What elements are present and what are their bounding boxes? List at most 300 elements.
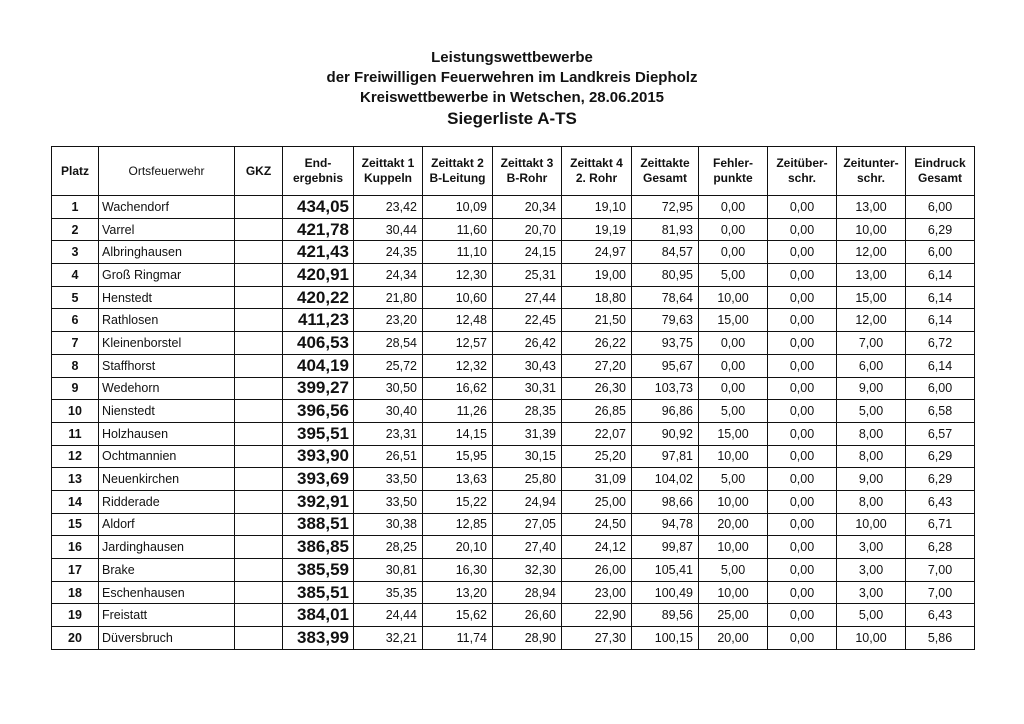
cell-fehlerpunkte: 15,00	[699, 422, 768, 445]
cell-zeittakt-1: 21,80	[354, 286, 423, 309]
cell-zeittakt-3: 30,15	[493, 445, 562, 468]
cell-ortsfeuerwehr: Ridderade	[99, 490, 235, 513]
cell-zeittakt-4: 24,12	[562, 536, 632, 559]
header-zeittakt-3: Zeittakt 3 B-Rohr	[493, 147, 562, 196]
cell-ortsfeuerwehr: Rathlosen	[99, 309, 235, 332]
cell-ortsfeuerwehr: Wachendorf	[99, 196, 235, 219]
cell-platz: 19	[52, 604, 99, 627]
cell-platz: 14	[52, 490, 99, 513]
cell-platz: 18	[52, 581, 99, 604]
cell-zeittakt-3: 24,15	[493, 241, 562, 264]
header-zeittakt-1: Zeittakt 1 Kuppeln	[354, 147, 423, 196]
cell-platz: 12	[52, 445, 99, 468]
cell-zeittakt-4: 31,09	[562, 468, 632, 491]
cell-zeittakt-2: 12,48	[423, 309, 493, 332]
cell-zeittakt-1: 23,20	[354, 309, 423, 332]
table-row	[52, 218, 975, 241]
cell-zeittakt-2: 15,22	[423, 490, 493, 513]
header-endergebnis: End- ergebnis	[283, 147, 354, 196]
cell-zeitunterschreitung: 7,00	[837, 332, 906, 355]
cell-zeitueberschreitung: 0,00	[768, 400, 837, 423]
cell-endergebnis: 421,78	[283, 218, 354, 241]
table-row	[52, 422, 975, 445]
cell-eindruck-gesamt: 6,29	[906, 445, 975, 468]
cell-zeittakt-3: 25,80	[493, 468, 562, 491]
cell-zeittakt-2: 12,57	[423, 332, 493, 355]
cell-zeittakt-4: 19,00	[562, 264, 632, 287]
cell-platz: 20	[52, 627, 99, 650]
cell-zeitunterschreitung: 8,00	[837, 490, 906, 513]
cell-zeitueberschreitung: 0,00	[768, 536, 837, 559]
cell-zeitunterschreitung: 9,00	[837, 377, 906, 400]
cell-zeittakt-4: 26,30	[562, 377, 632, 400]
cell-zeitueberschreitung: 0,00	[768, 332, 837, 355]
cell-gkz	[235, 354, 283, 377]
cell-zeitueberschreitung: 0,00	[768, 354, 837, 377]
cell-zeittakte-gesamt: 93,75	[632, 332, 699, 355]
cell-zeittakte-gesamt: 78,64	[632, 286, 699, 309]
cell-fehlerpunkte: 15,00	[699, 309, 768, 332]
cell-gkz	[235, 241, 283, 264]
table-row	[52, 627, 975, 650]
cell-zeittakt-2: 14,15	[423, 422, 493, 445]
title-line-4: Siegerliste A-TS	[447, 109, 577, 128]
table-row	[52, 559, 975, 582]
cell-eindruck-gesamt: 6,43	[906, 604, 975, 627]
cell-fehlerpunkte: 5,00	[699, 264, 768, 287]
cell-fehlerpunkte: 0,00	[699, 218, 768, 241]
cell-platz: 2	[52, 218, 99, 241]
cell-fehlerpunkte: 25,00	[699, 604, 768, 627]
cell-zeittakt-2: 13,20	[423, 581, 493, 604]
cell-zeittakt-3: 22,45	[493, 309, 562, 332]
table-row	[52, 581, 975, 604]
cell-zeitueberschreitung: 0,00	[768, 422, 837, 445]
cell-zeitunterschreitung: 8,00	[837, 422, 906, 445]
cell-zeittakt-4: 23,00	[562, 581, 632, 604]
cell-zeitunterschreitung: 12,00	[837, 241, 906, 264]
cell-ortsfeuerwehr: Freistatt	[99, 604, 235, 627]
cell-zeittakt-1: 26,51	[354, 445, 423, 468]
cell-endergebnis: 396,56	[283, 400, 354, 423]
cell-zeitunterschreitung: 6,00	[837, 354, 906, 377]
table-row	[52, 536, 975, 559]
cell-ortsfeuerwehr: Düversbruch	[99, 627, 235, 650]
cell-ortsfeuerwehr: Holzhausen	[99, 422, 235, 445]
cell-zeittakt-3: 20,34	[493, 196, 562, 219]
cell-platz: 16	[52, 536, 99, 559]
cell-platz: 13	[52, 468, 99, 491]
cell-zeittakt-4: 26,00	[562, 559, 632, 582]
cell-gkz	[235, 218, 283, 241]
cell-zeittakt-1: 24,35	[354, 241, 423, 264]
cell-gkz	[235, 445, 283, 468]
cell-zeittakt-4: 26,22	[562, 332, 632, 355]
cell-zeittakte-gesamt: 96,86	[632, 400, 699, 423]
cell-zeittakt-4: 22,90	[562, 604, 632, 627]
cell-zeitunterschreitung: 8,00	[837, 445, 906, 468]
cell-platz: 17	[52, 559, 99, 582]
cell-zeittakt-4: 27,20	[562, 354, 632, 377]
document-title-block	[0, 48, 1024, 130]
cell-fehlerpunkte: 5,00	[699, 400, 768, 423]
cell-platz: 1	[52, 196, 99, 219]
cell-fehlerpunkte: 0,00	[699, 241, 768, 264]
cell-zeittakte-gesamt: 100,15	[632, 627, 699, 650]
cell-platz: 6	[52, 309, 99, 332]
table-header-row	[52, 147, 975, 196]
cell-zeittakt-4: 25,20	[562, 445, 632, 468]
cell-ortsfeuerwehr: Henstedt	[99, 286, 235, 309]
cell-endergebnis: 434,05	[283, 196, 354, 219]
cell-zeitueberschreitung: 0,00	[768, 377, 837, 400]
cell-zeittakt-2: 11,74	[423, 627, 493, 650]
table-row	[52, 286, 975, 309]
cell-zeittakt-3: 28,90	[493, 627, 562, 650]
cell-zeittakt-1: 30,81	[354, 559, 423, 582]
cell-ortsfeuerwehr: Varrel	[99, 218, 235, 241]
cell-endergebnis: 420,22	[283, 286, 354, 309]
cell-endergebnis: 386,85	[283, 536, 354, 559]
header-fehlerpunkte: Fehler- punkte	[699, 147, 768, 196]
cell-zeitunterschreitung: 5,00	[837, 604, 906, 627]
title-line-2: der Freiwilligen Feuerwehren im Landkreis Diepholz	[326, 69, 698, 86]
cell-zeitunterschreitung: 10,00	[837, 513, 906, 536]
cell-fehlerpunkte: 10,00	[699, 445, 768, 468]
cell-platz: 4	[52, 264, 99, 287]
cell-eindruck-gesamt: 6,00	[906, 196, 975, 219]
cell-zeittakt-3: 20,70	[493, 218, 562, 241]
cell-gkz	[235, 536, 283, 559]
cell-zeittakt-3: 26,60	[493, 604, 562, 627]
cell-eindruck-gesamt: 6,14	[906, 264, 975, 287]
cell-eindruck-gesamt: 7,00	[906, 581, 975, 604]
cell-zeittakt-4: 19,19	[562, 218, 632, 241]
cell-zeittakt-1: 28,25	[354, 536, 423, 559]
cell-zeittakt-3: 30,43	[493, 354, 562, 377]
cell-endergebnis: 411,23	[283, 309, 354, 332]
cell-zeittakt-2: 11,60	[423, 218, 493, 241]
cell-zeittakt-3: 27,44	[493, 286, 562, 309]
cell-zeittakte-gesamt: 94,78	[632, 513, 699, 536]
table-row	[52, 241, 975, 264]
cell-zeittakte-gesamt: 105,41	[632, 559, 699, 582]
cell-ortsfeuerwehr: Eschenhausen	[99, 581, 235, 604]
table-row	[52, 309, 975, 332]
cell-eindruck-gesamt: 6,00	[906, 241, 975, 264]
cell-zeittakte-gesamt: 100,49	[632, 581, 699, 604]
cell-gkz	[235, 627, 283, 650]
cell-fehlerpunkte: 10,00	[699, 490, 768, 513]
cell-zeittakt-2: 11,10	[423, 241, 493, 264]
results-table	[51, 146, 975, 650]
cell-ortsfeuerwehr: Ochtmannien	[99, 445, 235, 468]
cell-eindruck-gesamt: 6,14	[906, 354, 975, 377]
cell-zeittakt-1: 23,42	[354, 196, 423, 219]
cell-gkz	[235, 264, 283, 287]
cell-zeittakt-2: 15,62	[423, 604, 493, 627]
cell-zeittakt-3: 27,05	[493, 513, 562, 536]
header-zeitunterschreitung: Zeitunter- schr.	[837, 147, 906, 196]
cell-zeitueberschreitung: 0,00	[768, 218, 837, 241]
cell-zeittakt-4: 27,30	[562, 627, 632, 650]
cell-fehlerpunkte: 20,00	[699, 513, 768, 536]
cell-zeitunterschreitung: 5,00	[837, 400, 906, 423]
cell-zeittakte-gesamt: 103,73	[632, 377, 699, 400]
cell-fehlerpunkte: 5,00	[699, 468, 768, 491]
cell-zeittakt-4: 24,50	[562, 513, 632, 536]
cell-endergebnis: 384,01	[283, 604, 354, 627]
cell-zeitueberschreitung: 0,00	[768, 196, 837, 219]
cell-ortsfeuerwehr: Neuenkirchen	[99, 468, 235, 491]
cell-zeittakt-4: 22,07	[562, 422, 632, 445]
cell-zeitunterschreitung: 3,00	[837, 559, 906, 582]
cell-platz: 10	[52, 400, 99, 423]
cell-zeitunterschreitung: 13,00	[837, 264, 906, 287]
table-row	[52, 513, 975, 536]
cell-zeitueberschreitung: 0,00	[768, 490, 837, 513]
header-zeitueberschreitung: Zeitüber- schr.	[768, 147, 837, 196]
cell-fehlerpunkte: 20,00	[699, 627, 768, 650]
cell-zeittakt-1: 24,34	[354, 264, 423, 287]
cell-zeitunterschreitung: 10,00	[837, 218, 906, 241]
cell-ortsfeuerwehr: Albringhausen	[99, 241, 235, 264]
cell-zeittakt-4: 24,97	[562, 241, 632, 264]
cell-eindruck-gesamt: 6,29	[906, 218, 975, 241]
cell-zeitunterschreitung: 12,00	[837, 309, 906, 332]
table-row	[52, 196, 975, 219]
cell-ortsfeuerwehr: Wedehorn	[99, 377, 235, 400]
cell-gkz	[235, 559, 283, 582]
title-line-3: Kreiswettbewerbe in Wetschen, 28.06.2015	[359, 89, 665, 106]
cell-endergebnis: 393,90	[283, 445, 354, 468]
cell-eindruck-gesamt: 6,14	[906, 286, 975, 309]
cell-fehlerpunkte: 0,00	[699, 354, 768, 377]
cell-fehlerpunkte: 0,00	[699, 332, 768, 355]
cell-zeitunterschreitung: 3,00	[837, 581, 906, 604]
cell-endergebnis: 399,27	[283, 377, 354, 400]
cell-zeitunterschreitung: 3,00	[837, 536, 906, 559]
cell-eindruck-gesamt: 7,00	[906, 559, 975, 582]
header-eindruck-gesamt: Eindruck Gesamt	[906, 147, 975, 196]
cell-zeittakt-4: 18,80	[562, 286, 632, 309]
cell-zeittakt-2: 15,95	[423, 445, 493, 468]
cell-zeitueberschreitung: 0,00	[768, 286, 837, 309]
cell-zeittakt-2: 10,60	[423, 286, 493, 309]
cell-zeittakt-1: 33,50	[354, 490, 423, 513]
cell-zeittakt-3: 27,40	[493, 536, 562, 559]
cell-zeitueberschreitung: 0,00	[768, 264, 837, 287]
cell-zeittakt-2: 20,10	[423, 536, 493, 559]
cell-zeittakte-gesamt: 98,66	[632, 490, 699, 513]
cell-gkz	[235, 400, 283, 423]
cell-eindruck-gesamt: 6,57	[906, 422, 975, 445]
cell-gkz	[235, 604, 283, 627]
cell-zeittakt-3: 28,35	[493, 400, 562, 423]
cell-zeittakt-2: 16,62	[423, 377, 493, 400]
cell-zeittakt-2: 12,32	[423, 354, 493, 377]
cell-zeittakt-3: 25,31	[493, 264, 562, 287]
cell-eindruck-gesamt: 6,00	[906, 377, 975, 400]
cell-zeittakt-1: 35,35	[354, 581, 423, 604]
table-row	[52, 445, 975, 468]
cell-platz: 3	[52, 241, 99, 264]
cell-gkz	[235, 468, 283, 491]
cell-zeitunterschreitung: 9,00	[837, 468, 906, 491]
cell-eindruck-gesamt: 6,71	[906, 513, 975, 536]
cell-fehlerpunkte: 5,00	[699, 559, 768, 582]
cell-gkz	[235, 490, 283, 513]
cell-ortsfeuerwehr: Aldorf	[99, 513, 235, 536]
cell-endergebnis: 388,51	[283, 513, 354, 536]
cell-ortsfeuerwehr: Groß Ringmar	[99, 264, 235, 287]
cell-zeittakt-1: 23,31	[354, 422, 423, 445]
header-zeittakte-gesamt: Zeittakte Gesamt	[632, 147, 699, 196]
cell-endergebnis: 421,43	[283, 241, 354, 264]
cell-zeittakte-gesamt: 72,95	[632, 196, 699, 219]
cell-zeittakte-gesamt: 89,56	[632, 604, 699, 627]
cell-gkz	[235, 377, 283, 400]
table-row	[52, 264, 975, 287]
cell-gkz	[235, 581, 283, 604]
cell-zeittakte-gesamt: 80,95	[632, 264, 699, 287]
cell-gkz	[235, 332, 283, 355]
cell-zeittakt-1: 30,40	[354, 400, 423, 423]
cell-fehlerpunkte: 10,00	[699, 536, 768, 559]
cell-zeittakt-1: 32,21	[354, 627, 423, 650]
table-row	[52, 468, 975, 491]
cell-eindruck-gesamt: 6,14	[906, 309, 975, 332]
header-ortsfeuerwehr: Ortsfeuerwehr	[99, 147, 235, 196]
table-row	[52, 490, 975, 513]
cell-ortsfeuerwehr: Jardinghausen	[99, 536, 235, 559]
cell-zeittakt-1: 30,50	[354, 377, 423, 400]
cell-zeittakt-4: 26,85	[562, 400, 632, 423]
cell-zeittakte-gesamt: 104,02	[632, 468, 699, 491]
cell-zeittakt-1: 28,54	[354, 332, 423, 355]
cell-zeitueberschreitung: 0,00	[768, 445, 837, 468]
cell-eindruck-gesamt: 6,58	[906, 400, 975, 423]
cell-zeittakt-1: 25,72	[354, 354, 423, 377]
cell-platz: 15	[52, 513, 99, 536]
cell-zeittakte-gesamt: 84,57	[632, 241, 699, 264]
cell-gkz	[235, 513, 283, 536]
cell-zeittakt-2: 12,30	[423, 264, 493, 287]
cell-zeittakt-4: 21,50	[562, 309, 632, 332]
cell-zeitueberschreitung: 0,00	[768, 627, 837, 650]
table-row	[52, 354, 975, 377]
cell-endergebnis: 404,19	[283, 354, 354, 377]
cell-platz: 5	[52, 286, 99, 309]
cell-eindruck-gesamt: 6,72	[906, 332, 975, 355]
cell-zeittakt-3: 24,94	[493, 490, 562, 513]
cell-eindruck-gesamt: 5,86	[906, 627, 975, 650]
cell-endergebnis: 385,51	[283, 581, 354, 604]
title-line-1: Leistungswettbewerbe	[431, 49, 593, 66]
cell-fehlerpunkte: 10,00	[699, 286, 768, 309]
cell-zeittakte-gesamt: 99,87	[632, 536, 699, 559]
cell-endergebnis: 406,53	[283, 332, 354, 355]
cell-zeitueberschreitung: 0,00	[768, 241, 837, 264]
cell-zeittakte-gesamt: 90,92	[632, 422, 699, 445]
cell-zeitunterschreitung: 15,00	[837, 286, 906, 309]
cell-zeittakt-4: 25,00	[562, 490, 632, 513]
cell-zeittakt-1: 30,44	[354, 218, 423, 241]
cell-zeitueberschreitung: 0,00	[768, 581, 837, 604]
cell-zeittakt-4: 19,10	[562, 196, 632, 219]
cell-endergebnis: 395,51	[283, 422, 354, 445]
cell-zeittakt-3: 30,31	[493, 377, 562, 400]
table-row	[52, 332, 975, 355]
cell-zeittakt-3: 32,30	[493, 559, 562, 582]
cell-gkz	[235, 309, 283, 332]
cell-zeitueberschreitung: 0,00	[768, 468, 837, 491]
table-row	[52, 604, 975, 627]
cell-zeittakt-3: 26,42	[493, 332, 562, 355]
cell-ortsfeuerwehr: Kleinenborstel	[99, 332, 235, 355]
cell-endergebnis: 393,69	[283, 468, 354, 491]
cell-zeittakt-3: 28,94	[493, 581, 562, 604]
cell-zeitueberschreitung: 0,00	[768, 604, 837, 627]
cell-endergebnis: 392,91	[283, 490, 354, 513]
header-zeittakt-2: Zeittakt 2 B-Leitung	[423, 147, 493, 196]
cell-zeittakt-1: 33,50	[354, 468, 423, 491]
cell-platz: 7	[52, 332, 99, 355]
cell-ortsfeuerwehr: Brake	[99, 559, 235, 582]
cell-zeitueberschreitung: 0,00	[768, 513, 837, 536]
cell-fehlerpunkte: 0,00	[699, 196, 768, 219]
cell-zeitueberschreitung: 0,00	[768, 559, 837, 582]
header-platz: Platz	[52, 147, 99, 196]
cell-zeittakt-2: 12,85	[423, 513, 493, 536]
cell-zeittakt-2: 13,63	[423, 468, 493, 491]
table-row	[52, 377, 975, 400]
header-gkz: GKZ	[235, 147, 283, 196]
cell-endergebnis: 420,91	[283, 264, 354, 287]
cell-zeittakt-2: 10,09	[423, 196, 493, 219]
cell-ortsfeuerwehr: Staffhorst	[99, 354, 235, 377]
cell-zeitueberschreitung: 0,00	[768, 309, 837, 332]
cell-endergebnis: 385,59	[283, 559, 354, 582]
cell-zeittakt-2: 11,26	[423, 400, 493, 423]
header-zeittakt-4: Zeittakt 4 2. Rohr	[562, 147, 632, 196]
cell-zeitunterschreitung: 10,00	[837, 627, 906, 650]
cell-platz: 8	[52, 354, 99, 377]
cell-platz: 9	[52, 377, 99, 400]
cell-zeittakte-gesamt: 79,63	[632, 309, 699, 332]
cell-zeittakt-3: 31,39	[493, 422, 562, 445]
cell-platz: 11	[52, 422, 99, 445]
cell-gkz	[235, 196, 283, 219]
cell-gkz	[235, 286, 283, 309]
cell-zeittakt-2: 16,30	[423, 559, 493, 582]
cell-fehlerpunkte: 10,00	[699, 581, 768, 604]
cell-zeittakte-gesamt: 81,93	[632, 218, 699, 241]
cell-zeittakt-1: 30,38	[354, 513, 423, 536]
cell-eindruck-gesamt: 6,29	[906, 468, 975, 491]
cell-zeittakte-gesamt: 95,67	[632, 354, 699, 377]
table-row	[52, 400, 975, 423]
cell-zeittakte-gesamt: 97,81	[632, 445, 699, 468]
cell-ortsfeuerwehr: Nienstedt	[99, 400, 235, 423]
cell-gkz	[235, 422, 283, 445]
cell-endergebnis: 383,99	[283, 627, 354, 650]
cell-eindruck-gesamt: 6,28	[906, 536, 975, 559]
cell-fehlerpunkte: 0,00	[699, 377, 768, 400]
cell-zeittakt-1: 24,44	[354, 604, 423, 627]
cell-eindruck-gesamt: 6,43	[906, 490, 975, 513]
cell-zeitunterschreitung: 13,00	[837, 196, 906, 219]
